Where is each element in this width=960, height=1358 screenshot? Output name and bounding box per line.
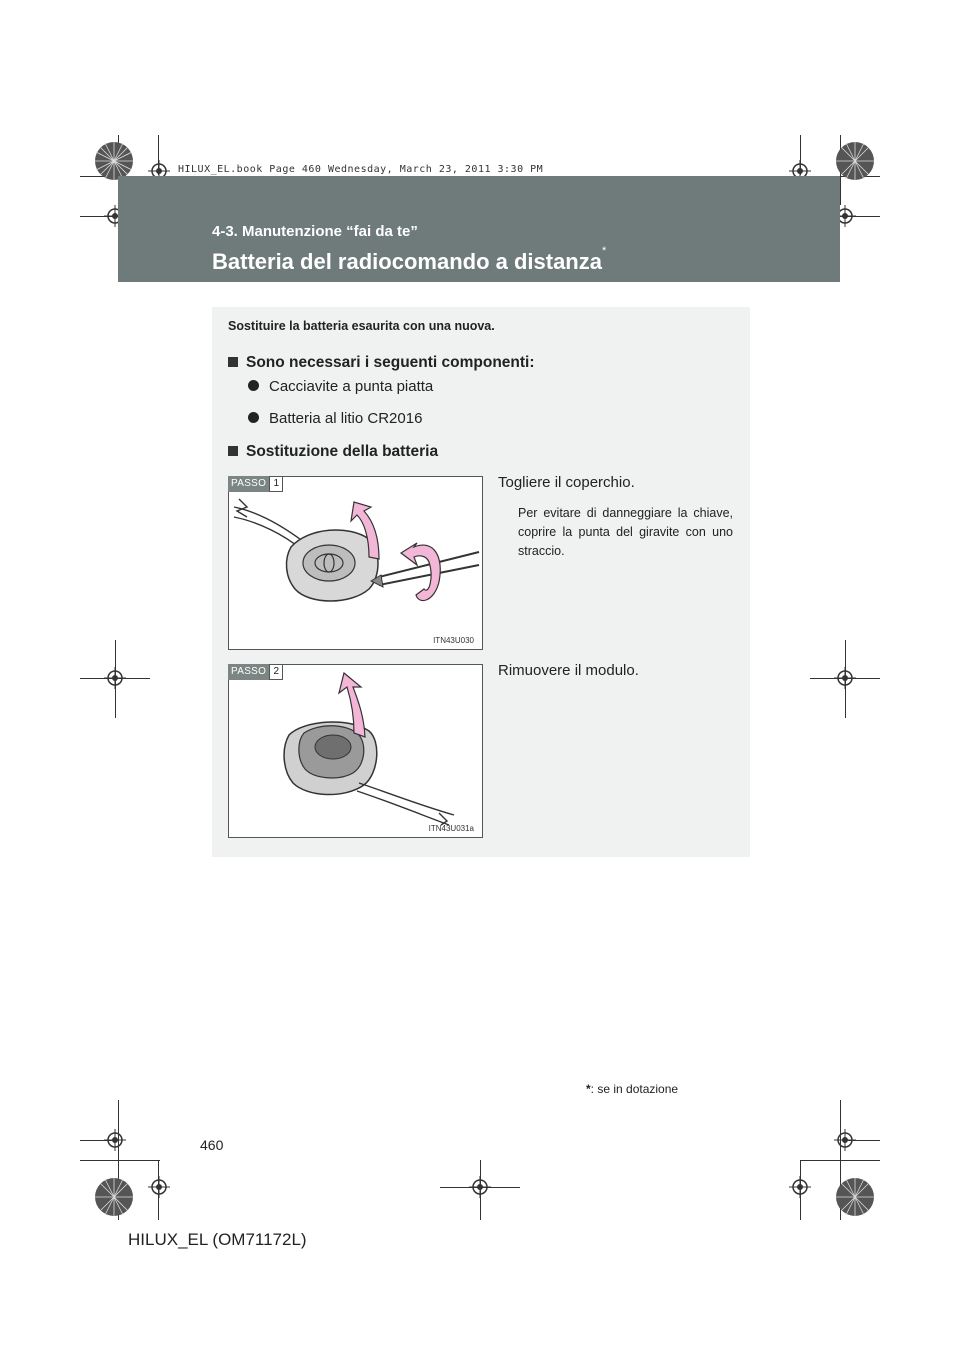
section-title: 4-3. Manutenzione “fai da te” [212, 223, 418, 240]
list-item: Cacciavite a punta piatta [248, 378, 433, 395]
figure-code: ITN43U030 [433, 636, 474, 645]
footnote-asterisk: * [586, 1082, 591, 1096]
step-1-note: Per evitare di danneggiare la chiave, coprire la punta del giravite con uno straccio. [518, 506, 733, 558]
registration-target-icon [93, 1176, 135, 1218]
step-badge: PASSO 1 [228, 476, 283, 492]
crosshair-icon [834, 667, 856, 689]
crosshair-icon [789, 1176, 811, 1198]
step-2-text: Rimuovere il modulo. [498, 662, 639, 679]
step-1-figure [228, 476, 483, 650]
page-number: 460 [200, 1137, 224, 1153]
crosshair-icon [104, 1129, 126, 1151]
step-badge: PASSO 2 [228, 664, 283, 680]
key-module-illustration [229, 665, 482, 837]
step-2-figure [228, 664, 483, 838]
intro-text: Sostituire la batteria esaurita con una nuova. [228, 319, 495, 333]
step-1-text: Togliere il coperchio. [498, 474, 635, 491]
square-bullet-icon [228, 446, 238, 456]
registration-target-icon [834, 140, 876, 182]
bullet-icon [248, 380, 259, 391]
replace-heading: Sostituzione della batteria [228, 443, 438, 461]
list-item: Batteria al litio CR2016 [248, 410, 422, 427]
registration-target-icon [834, 1176, 876, 1218]
figure-code: ITN43U031a [428, 824, 474, 833]
crosshair-icon [148, 1176, 170, 1198]
book-stamp: HILUX_EL.book Page 460 Wednesday, March 23, 2011 3:30 PM [178, 164, 544, 175]
crosshair-icon [104, 667, 126, 689]
square-bullet-icon [228, 357, 238, 367]
footnote: *: se in dotazione [586, 1082, 679, 1096]
manual-code: HILUX_EL (OM71172L) [128, 1230, 307, 1249]
parts-heading: Sono necessari i seguenti componenti: [228, 354, 535, 372]
crosshair-icon [469, 1176, 491, 1198]
title-asterisk: * [601, 245, 607, 257]
crosshair-icon [834, 1129, 856, 1151]
key-cover-illustration [229, 477, 482, 649]
bullet-icon [248, 412, 259, 423]
page-title: Batteria del radiocomando a distanza* [212, 245, 607, 274]
